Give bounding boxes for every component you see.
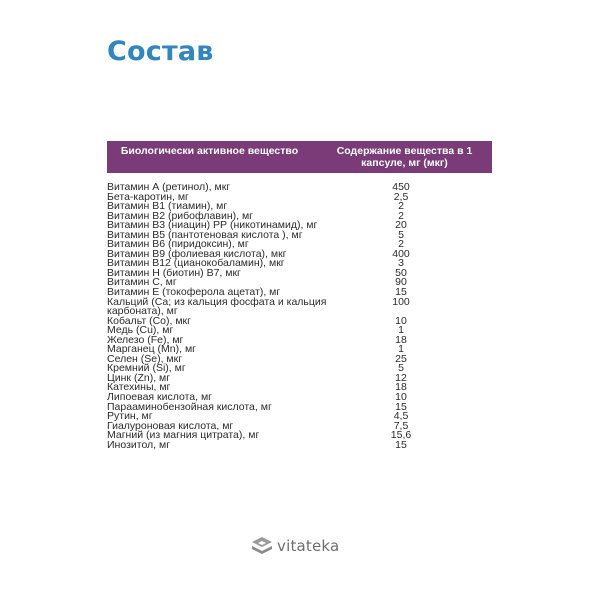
substance-amount: 15 xyxy=(395,400,407,413)
substance-amount: 450 xyxy=(392,181,410,193)
substance-amount: 15 xyxy=(395,286,407,299)
substance-amount: 2 xyxy=(398,238,404,251)
substance-amount: 2 xyxy=(398,200,404,213)
substance-name: Витамин В1 (тиамин), мг xyxy=(107,200,228,213)
substance-name: Витамин Н (биотин) В7, мкг xyxy=(107,266,241,279)
substance-amount: 2,5 xyxy=(393,190,409,203)
substance-amount: 18 xyxy=(395,381,407,394)
substance-amount: 100 xyxy=(392,295,410,308)
vitateka-logo-icon xyxy=(251,537,273,555)
substance-amount: 400 xyxy=(392,247,410,260)
substance-amount: 12 xyxy=(395,371,407,384)
substance-name: Кобальт (Со), мкг xyxy=(107,314,191,327)
substance-name: Инозитол, мг xyxy=(107,438,171,451)
substance-amount: 5 xyxy=(398,228,404,241)
footer-logo xyxy=(251,537,339,555)
brand-name: vitateka xyxy=(277,537,340,555)
substance-amount: 5 xyxy=(398,362,404,375)
substance-amount: 20 xyxy=(395,219,407,232)
table-row xyxy=(107,295,492,318)
substance-amount: 1 xyxy=(398,343,404,356)
substance-name: Витамин В12 (цианокобаламин), мкг xyxy=(107,257,285,270)
substance-name: Витамин С, мг xyxy=(107,276,177,289)
substance-name: Цинк (Zn), мг xyxy=(107,371,171,384)
substance-name: Марганец (Mn), мг xyxy=(107,343,197,356)
substance-name: Парааминобензойная кислота, мг xyxy=(107,400,272,413)
substance-name: Катехины, мг xyxy=(107,381,171,394)
substance-name: Кремний (Si), мг xyxy=(107,362,186,375)
substance-name: Витамин В2 (рибофлавин), мг xyxy=(107,209,254,222)
substance-name: Железо (Fe), мг xyxy=(107,333,184,346)
substance-name: Витамин В5 (пантотеновая кислота ), мг xyxy=(107,228,303,241)
substance-amount: 18 xyxy=(395,333,407,346)
substance-name: Гиалуроновая кислота, мг xyxy=(107,419,234,432)
substance-amount: 10 xyxy=(395,391,407,404)
substance-name: Бета-каротин, мг xyxy=(107,190,189,203)
substance-amount: 10 xyxy=(395,314,407,327)
substance-amount: 1 xyxy=(398,324,404,337)
substance-amount: 4,5 xyxy=(393,410,409,423)
table-row xyxy=(107,438,492,451)
table-header xyxy=(107,141,492,173)
substance-name: Рутин, мг xyxy=(107,410,153,423)
substance-name: Липоевая кислота, мг xyxy=(107,391,212,404)
substance-name: Магний (из магния цитрата), мг xyxy=(107,429,260,442)
substance-name: Витамин Е (токоферола ацетат), мг xyxy=(107,286,281,299)
substance-amount: 3 xyxy=(398,257,404,270)
substance-amount: 7,5 xyxy=(393,419,409,432)
composition-table-body xyxy=(107,183,492,450)
substance-amount: 90 xyxy=(395,276,407,289)
substance-amount: 50 xyxy=(395,266,407,279)
table-row xyxy=(107,400,492,413)
substance-name: Витамин В3 (ниацин) РР (никотинамид), мг xyxy=(107,219,318,232)
substance-amount: 15 xyxy=(395,438,407,451)
substance-amount: 25 xyxy=(395,352,407,365)
substance-name: Кальций (Са; из кальция фосфата и кальция карбоната), мг xyxy=(107,295,327,318)
substance-name: Медь (Cu), мг xyxy=(107,324,174,337)
column-header-substance: Биологически активное вещество xyxy=(120,145,299,157)
page-title: Состав xyxy=(107,36,214,67)
substance-name: Витамин А (ретинол), мкг xyxy=(107,181,231,193)
substance-amount: 15,6 xyxy=(390,429,412,442)
substance-amount: 2 xyxy=(398,209,404,222)
substance-name: Витамин В6 (пиридоксин), мг xyxy=(107,238,249,251)
substance-name: Селен (Se), мкг xyxy=(107,352,183,365)
substance-name: Витамин В9 (фолиевая кислота), мкг xyxy=(107,247,287,260)
column-header-content: Содержание вещества в 1 капсуле, мг (мкг) xyxy=(336,145,473,169)
